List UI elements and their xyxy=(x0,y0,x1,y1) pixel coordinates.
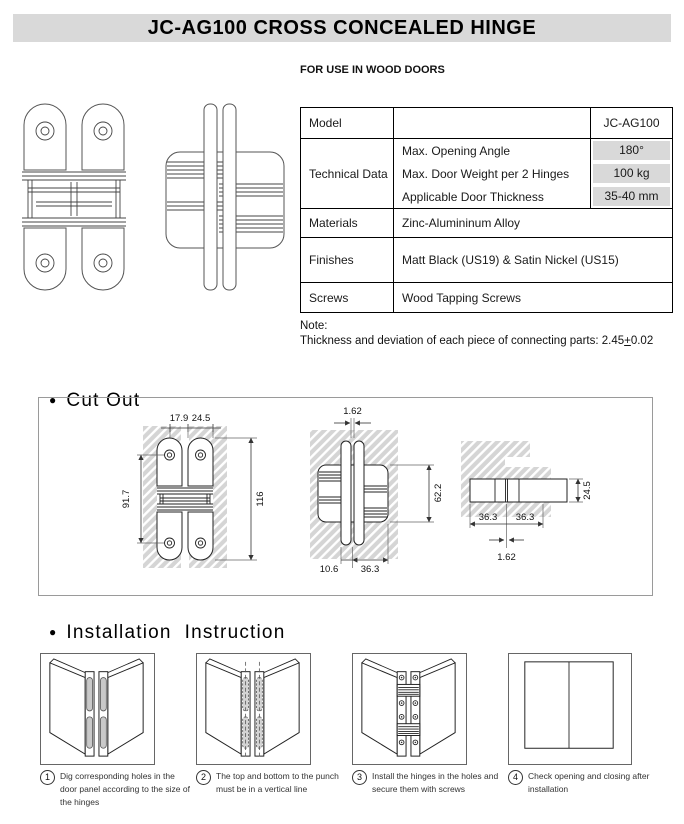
product-drawing xyxy=(14,92,292,306)
materials-label: Materials xyxy=(301,209,394,238)
usage-note: FOR USE IN WOOD DOORS xyxy=(300,64,445,76)
model-empty-cell xyxy=(394,108,591,139)
svg-text:36.3: 36.3 xyxy=(515,512,535,523)
step3-drawing xyxy=(353,654,464,762)
step3-caption xyxy=(352,770,502,796)
install-step4-panel xyxy=(508,653,632,765)
screws-label: Screws xyxy=(301,283,394,313)
installation-heading: ● Installation Instruction xyxy=(48,622,286,643)
bullet-icon: ● xyxy=(48,625,58,639)
step4-number-badge: 4 xyxy=(508,770,523,785)
screws-value: Wood Tapping Screws xyxy=(394,283,673,313)
step3-text: Install the hinges in the holes and secure them with screws xyxy=(372,771,499,794)
hinge-front-mini xyxy=(157,438,213,560)
svg-text:24.5: 24.5 xyxy=(191,413,211,424)
cutout-box xyxy=(38,397,653,596)
page-title: JC-AG100 CROSS CONCEALED HINGE xyxy=(147,17,537,39)
finishes-value: Matt Black (US19) & Satin Nickel (US15) xyxy=(394,238,673,283)
cutout-side-drawing xyxy=(282,402,472,588)
bullet-icon: ● xyxy=(48,393,58,407)
step3-number-badge: 3 xyxy=(352,770,367,785)
step2-caption xyxy=(196,770,346,796)
step4-caption xyxy=(508,770,660,796)
spec-row-materials xyxy=(301,209,673,238)
materials-value: Zinc-Alumininum Alloy xyxy=(394,209,673,238)
svg-text:17.9: 17.9 xyxy=(169,413,189,424)
note-label: Note: xyxy=(300,320,328,332)
model-value: JC-AG100 xyxy=(591,108,673,139)
step2-text: The top and bottom to the punch must be in a vertical line xyxy=(216,771,339,794)
spec-row-finishes xyxy=(301,238,673,283)
technical-value-2: 100 kg xyxy=(591,162,673,185)
step1-caption xyxy=(40,770,192,808)
jamb-hatch-upper xyxy=(461,441,530,467)
technical-value-3: 35-40 mm xyxy=(591,185,673,209)
install-step3-panel xyxy=(352,653,467,765)
technical-value-1: 180° xyxy=(591,139,673,163)
install-step1-panel xyxy=(40,653,155,765)
technical-label: Technical Data xyxy=(301,139,394,209)
step2-drawing xyxy=(197,654,308,762)
svg-text:36.3: 36.3 xyxy=(360,564,380,575)
model-label: Model xyxy=(301,108,394,139)
spec-table xyxy=(300,107,673,313)
spec-row-screws xyxy=(301,283,673,313)
hinge-plate-section xyxy=(470,479,567,502)
svg-text:10.6: 10.6 xyxy=(319,564,339,575)
svg-text:62.2: 62.2 xyxy=(433,483,444,503)
step1-drawing xyxy=(41,654,152,762)
hinge-side-view xyxy=(166,104,284,290)
finishes-label: Finishes xyxy=(301,238,394,283)
note-block xyxy=(300,319,653,349)
technical-name-2: Max. Door Weight per 2 Hinges xyxy=(394,162,591,185)
step1-number-badge: 1 xyxy=(40,770,55,785)
step4-drawing xyxy=(509,654,629,762)
svg-text:91.7: 91.7 xyxy=(121,489,132,509)
step2-number-badge: 2 xyxy=(196,770,211,785)
svg-text:24.5: 24.5 xyxy=(582,481,593,500)
step4-text: Check opening and closing after installation xyxy=(528,771,650,794)
technical-name-3: Applicable Door Thickness xyxy=(394,185,591,209)
svg-text:116: 116 xyxy=(255,491,266,507)
page-title-bar xyxy=(13,14,671,42)
install-step2-panel xyxy=(196,653,311,765)
svg-text:1.62: 1.62 xyxy=(497,552,516,563)
step1-text: Dig corresponding holes in the door panel according to the size of the hinges xyxy=(60,771,190,807)
svg-text:1.62: 1.62 xyxy=(343,406,362,417)
cutout-top-drawing xyxy=(451,436,636,586)
svg-text:36.3: 36.3 xyxy=(478,512,498,523)
note-text: Thickness and deviation of each piece of connecting parts: 2.45+0.02 xyxy=(300,335,654,347)
hinge-linkage xyxy=(22,172,126,226)
cutout-front-drawing xyxy=(81,402,306,588)
spec-row-model xyxy=(301,108,673,139)
cutout-heading: ● Cut Out xyxy=(48,390,141,411)
spec-row-technical-1 xyxy=(301,139,673,163)
technical-name-1: Max. Opening Angle xyxy=(394,139,591,163)
hinge-front-view xyxy=(22,104,126,290)
